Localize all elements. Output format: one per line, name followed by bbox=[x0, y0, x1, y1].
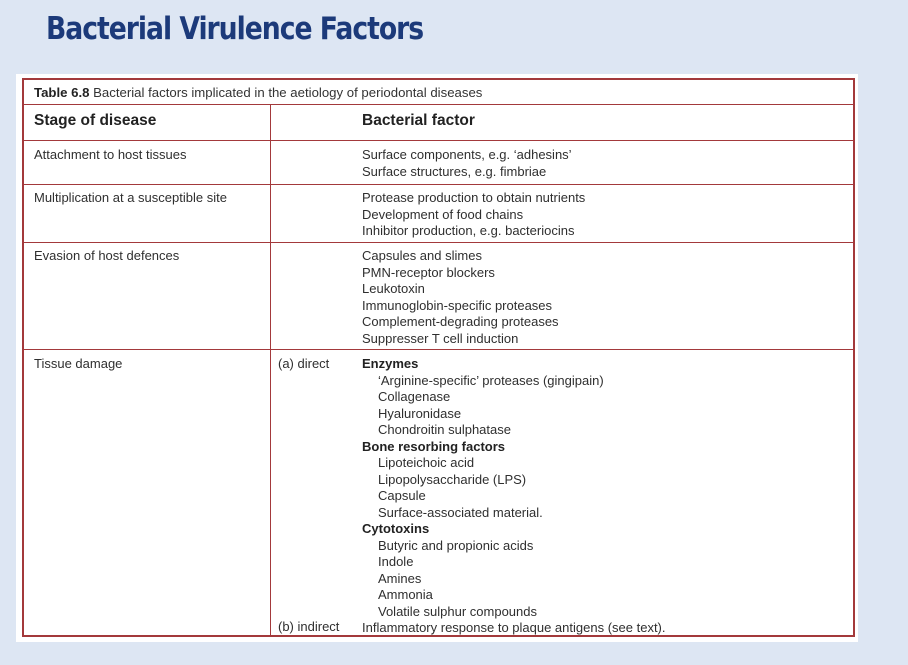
table-caption-text: Bacterial factors implicated in the aetiology of periodontal diseases bbox=[93, 85, 483, 100]
stage-cell: Multiplication at a susceptible site bbox=[34, 190, 227, 205]
table-card bbox=[16, 74, 858, 642]
header-stage: Stage of disease bbox=[34, 112, 157, 129]
group-heading: Bone resorbing factors bbox=[362, 438, 506, 454]
header-factor: Bacterial factor bbox=[362, 112, 475, 129]
group-heading: Cytotoxins bbox=[362, 521, 430, 536]
factor-item: Lipopolysaccharide (LPS) bbox=[378, 471, 527, 487]
divider bbox=[24, 242, 853, 243]
factor-item: Indole bbox=[378, 554, 414, 569]
factor-item: PMN-receptor blockers bbox=[362, 264, 495, 280]
factor-item: Ammonia bbox=[378, 587, 433, 602]
factor-cell bbox=[362, 248, 559, 347]
table-caption bbox=[34, 85, 482, 100]
factor-item: Collagenase bbox=[378, 389, 451, 404]
divider bbox=[24, 349, 853, 350]
factor-item: Immunoglobin-specific proteases bbox=[362, 297, 553, 313]
table-number: Table 6.8 bbox=[34, 85, 90, 100]
factor-item: Development of food chains bbox=[362, 206, 524, 222]
stage-cell: Evasion of host defences bbox=[34, 248, 180, 263]
column-divider bbox=[270, 104, 271, 635]
factor-item: Surface structures, e.g. fimbriae bbox=[362, 163, 547, 179]
factor-item: Volatile sulphur compounds bbox=[378, 603, 537, 619]
factor-item: Suppresser T cell induction bbox=[362, 330, 519, 346]
factor-item: Amines bbox=[378, 570, 422, 586]
divider bbox=[24, 104, 853, 105]
factor-item: Chondroitin sulphatase bbox=[378, 422, 511, 437]
factor-item: Hyaluronidase bbox=[378, 405, 462, 421]
factor-item: Butyric and propionic acids bbox=[378, 537, 534, 553]
indirect-factor: Inflammatory response to plaque antigens (see text). bbox=[362, 620, 666, 635]
factor-item: Capsules and slimes bbox=[362, 248, 482, 263]
factor-item: Leukotoxin bbox=[362, 281, 425, 296]
factor-item: ‘Arginine-specific’ proteases (gingipain) bbox=[378, 372, 604, 388]
factor-item: Inhibitor production, e.g. bacteriocins bbox=[362, 223, 575, 238]
factor-item: Capsule bbox=[378, 488, 426, 503]
factor-item: Complement-degrading proteases bbox=[362, 314, 559, 329]
stage-cell: Attachment to host tissues bbox=[34, 147, 187, 162]
direct-label: (a) direct bbox=[278, 356, 330, 371]
virulence-table bbox=[22, 78, 855, 637]
divider bbox=[24, 184, 853, 185]
factor-cell bbox=[362, 190, 585, 240]
group-heading: Enzymes bbox=[362, 356, 419, 371]
factor-cell bbox=[362, 147, 572, 180]
factor-item: Lipoteichoic acid bbox=[378, 455, 475, 470]
divider bbox=[24, 140, 853, 141]
stage-cell: Tissue damage bbox=[34, 356, 123, 371]
factor-cell bbox=[362, 356, 666, 637]
page-title: Bacterial Virulence Factors bbox=[46, 11, 424, 47]
factor-item: Surface components, e.g. ‘adhesins’ bbox=[362, 147, 572, 162]
factor-item: Surface-associated material. bbox=[378, 504, 543, 520]
factor-item: Protease production to obtain nutrients bbox=[362, 190, 586, 205]
indirect-label: (b) indirect bbox=[278, 619, 340, 634]
